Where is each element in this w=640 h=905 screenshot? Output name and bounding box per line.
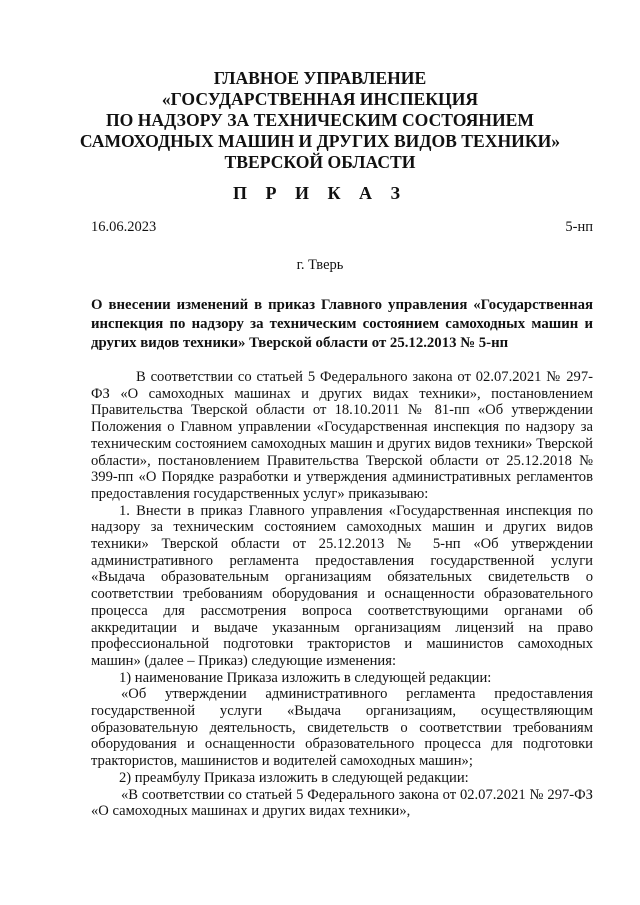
body-paragraph: 1. Внести в приказ Главного управления «Государственная инспекция по надзору за техническим состоянием самоходных машин и других видов техники» Тверской области от 25.12.2013 № 5-нп «Об утверждении административного регламента предоставления государственной услуги «Выдача образовательным организациям обязательных свидетельств о соответствии требованиям оборудования и оснащенности образовательного процесса для рассмотрения вопроса соответствующими органами об аккредитации и выдаче указанным организациям лицензий на право профессиональной подготовки трактористов и машинистов самоходных машин» (далее – Приказ) следующие изменения: [91, 502, 593, 669]
order-title: П Р И К А З [232, 183, 408, 203]
body-paragraph: 1) наименование Приказа изложить в следующей редакции: [119, 669, 492, 686]
order-date: 16.06.2023 [91, 219, 157, 235]
issuer-header [60, 68, 580, 173]
header-line: ТВЕРСКОЙ ОБЛАСТИ [224, 152, 416, 172]
body-paragraph: В соответствии со статьей 5 Федерального закона от 02.07.2021 № 297-ФЗ «О самоходных машинах и других видах техники», постановлением Правительства Тверской области от 18.10.2011 № 81-пп «Об утверждении Положения о Главном управлении «Государственная инспекция по надзору за техническим состоянием самоходных машин и других видов техники» Тверской области», постановлением Правительства Тверской области от 25.12.2018 № 399-пп «О Порядке разработки и утверждения административных регламентов предоставления государственных услуг» приказываю: [91, 369, 593, 502]
header-line: САМОХОДНЫХ МАШИН И ДРУГИХ ВИДОВ ТЕХНИКИ» [79, 131, 561, 151]
order-subject: О внесении изменений в приказ Главного управления «Государственная инспекция по надзору за техническим состоянием самоходных машин и других видов техники» Тверской области от 25.12.2013 № 5-нп [91, 297, 593, 351]
order-number: 5-нп [565, 219, 593, 235]
body-paragraph: 2) преамбулу Приказа изложить в следующей редакции: [119, 769, 469, 786]
header-line: ГЛАВНОЕ УПРАВЛЕНИЕ [213, 68, 427, 88]
body-paragraph: «В соответствии со статьей 5 Федерального закона от 02.07.2021 № 297-ФЗ «О самоходных машинах и других видах техники», [91, 786, 593, 820]
order-body [91, 369, 593, 820]
header-line: «ГОСУДАРСТВЕННАЯ ИНСПЕКЦИЯ [161, 89, 479, 109]
order-city: г. Тверь [296, 257, 344, 273]
body-paragraph: «Об утверждении административного регламента предоставления государственной услуги «Выдача организациям, осуществляющим образовательную деятельность, свидетельств о соответствии требованиям оборудования и оснащенности образовательного процесса для подготовки трактористов, машинистов и водителей самоходных машин»; [91, 686, 593, 770]
header-line: ПО НАДЗОРУ ЗА ТЕХНИЧЕСКИМ СОСТОЯНИЕМ [105, 110, 535, 130]
